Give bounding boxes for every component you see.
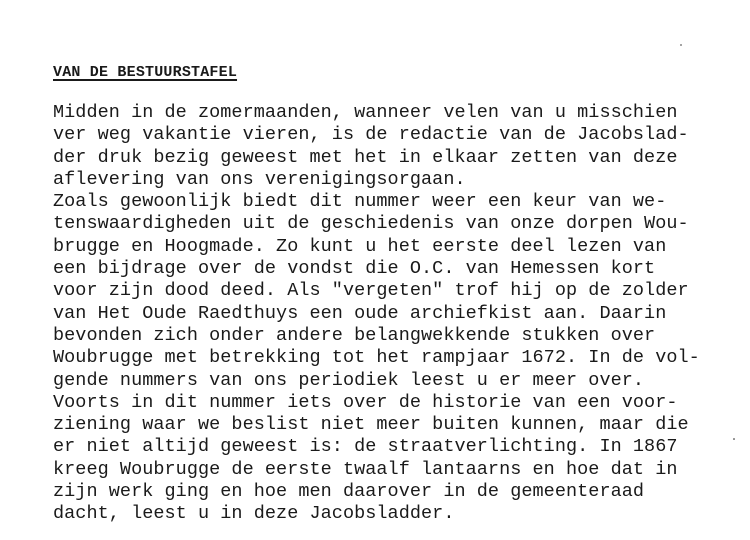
text-line: brugge en Hoogmade. Zo kunt u het eerste deel lezen van	[53, 235, 667, 257]
text-line: ver weg vakantie vieren, is de redactie van de Jacobslad-	[53, 124, 689, 146]
text-line: ziening waar we beslist niet meer buiten kunnen, maar die	[53, 414, 689, 436]
section-heading: VAN DE BESTUURSTAFEL	[53, 64, 238, 81]
text-line: kreeg Woubrugge de eerste twaalf lantaarns en hoe dat in	[53, 458, 678, 480]
text-line: dacht, leest u in deze Jacobsladder.	[53, 503, 455, 525]
text-line: zijn werk ging en hoe men daarover in de gemeenteraad	[53, 481, 645, 503]
text-line: bevonden zich onder andere belangwekkende stukken over	[53, 324, 656, 346]
text-line: aflevering van ons verenigingsorgaan.	[53, 168, 466, 190]
scan-speck	[733, 438, 735, 440]
text-line: der druk bezig geweest met het in elkaar zetten van deze	[53, 146, 678, 168]
body-paragraph	[53, 102, 700, 526]
text-line: voor zijn dood deed. Als "vergeten" trof hij op de zolder	[53, 280, 689, 302]
text-line: Woubrugge met betrekking tot het rampjaar 1672. In de vol-	[53, 347, 700, 369]
scan-speck	[680, 44, 682, 46]
text-line: Midden in de zomermaanden, wanneer velen van u misschien	[53, 102, 678, 123]
text-line: van Het Oude Raedthuys een oude archiefkist aan. Daarin	[53, 302, 667, 324]
text-line: tenswaardigheden uit de geschiedenis van onze dorpen Wou-	[53, 213, 689, 235]
text-line: er niet altijd geweest is: de straatverlichting. In 1867	[53, 436, 678, 458]
text-line: Voorts in dit nummer iets over de historie van een voor-	[53, 391, 678, 413]
text-line: een bijdrage over de vondst die O.C. van Hemessen kort	[53, 258, 656, 280]
text-line: gende nummers van ons periodiek leest u er meer over.	[53, 369, 645, 391]
text-line: Zoals gewoonlijk biedt dit nummer weer een keur van we-	[53, 191, 667, 213]
